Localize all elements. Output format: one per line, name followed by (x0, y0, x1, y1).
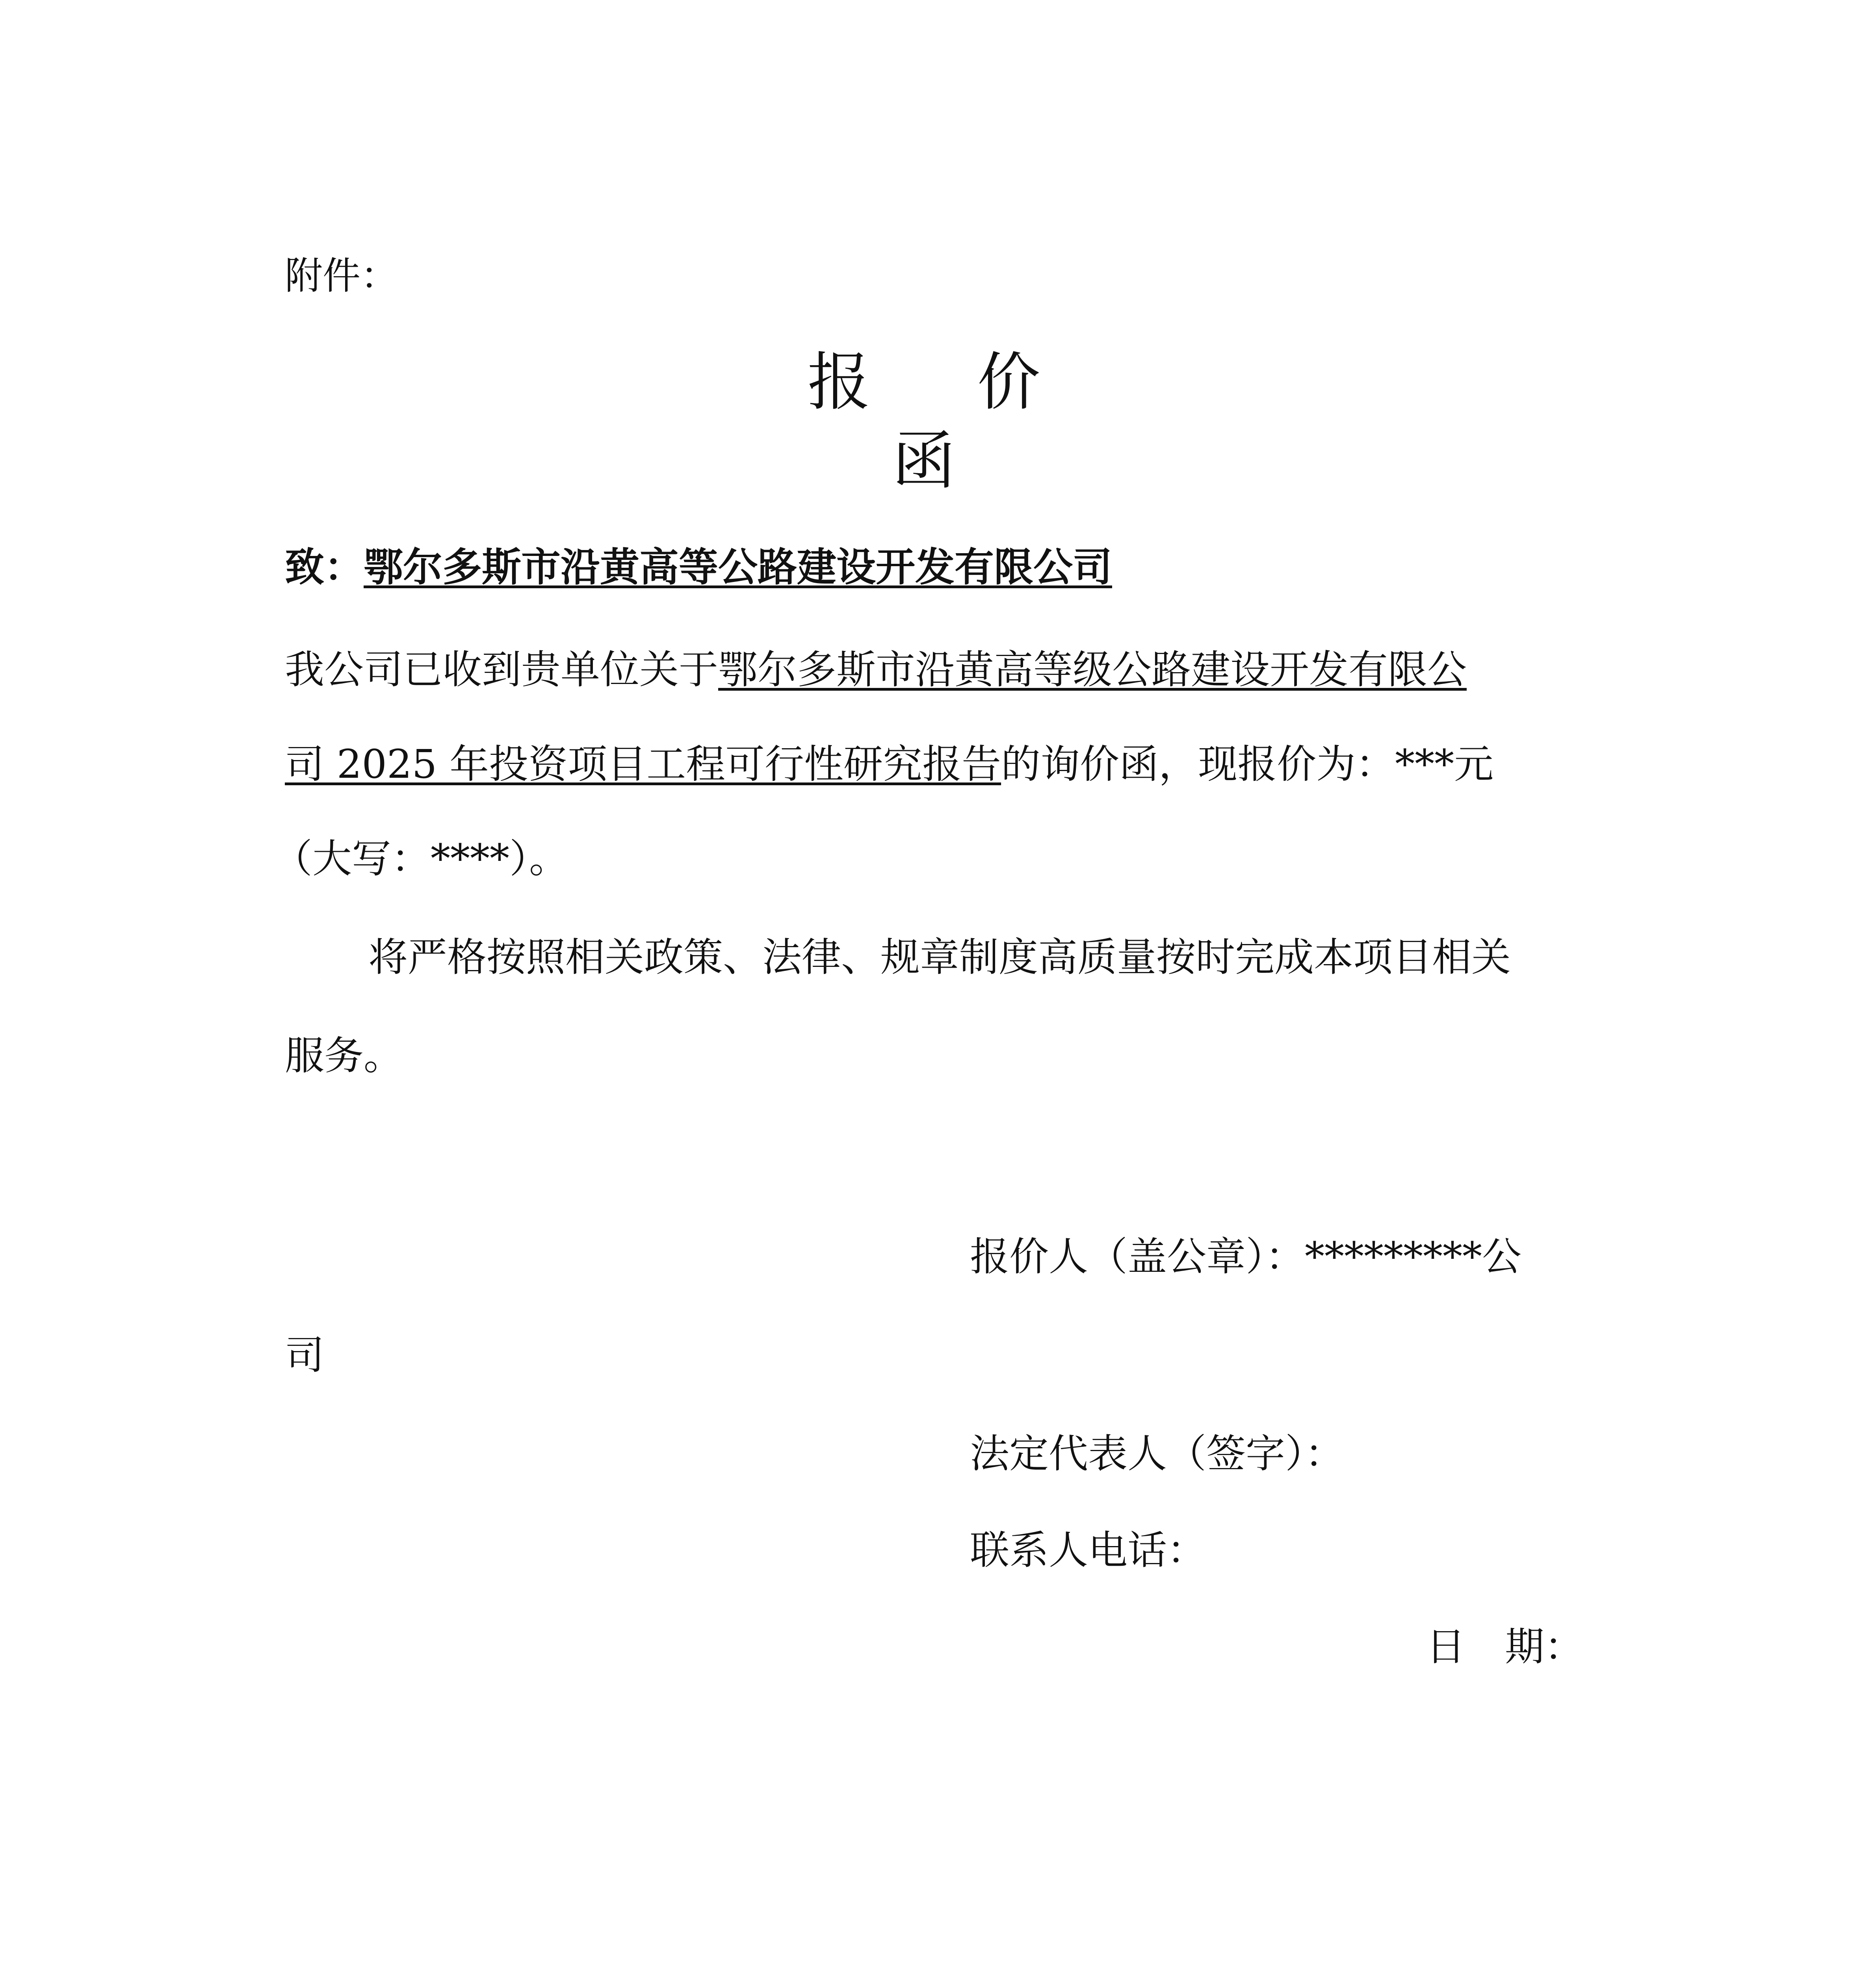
quoted-price: ***元 (1395, 741, 1494, 787)
commitment-line-2: 服务。 (285, 1033, 403, 1079)
commitment-line-1: 将严格按照相关政策、法律、规章制度高质量按时完成本项目相关 (368, 934, 1511, 980)
legal-rep-signature-line: 法定代表人（签字）： (970, 1431, 1344, 1477)
body-line-3: （大写：****）。 (273, 836, 568, 882)
body-line1-pre: 我公司已收到贵单位关于 (285, 647, 718, 693)
attachment-label: 附件： (285, 254, 398, 298)
body-project-name-part1: 鄂尔多斯市沿黄高等级公路建设开发有限公 (718, 647, 1467, 693)
body-line2-post: 的询价函，现报价为： (1001, 741, 1395, 787)
page-title: 报 价 函 (807, 345, 1084, 498)
recipient-prefix: 致： (285, 544, 364, 590)
recipient-company: 鄂尔多斯市沿黄高等公路建设开发有限公司 (364, 544, 1112, 590)
quoter-seal-continuation: 司 (285, 1332, 324, 1378)
body-line-2 (285, 741, 1493, 788)
date-line: 日 期： (1426, 1624, 1584, 1670)
quoter-seal-line: 报价人（盖公章）：*********公 (970, 1234, 1521, 1280)
body-project-name-part2: 司 2025 年投资项目工程可行性研究报告 (285, 741, 1001, 787)
contact-phone-line: 联系人电话： (970, 1527, 1206, 1573)
body-line-1 (285, 646, 1467, 693)
recipient-line (285, 544, 1112, 591)
